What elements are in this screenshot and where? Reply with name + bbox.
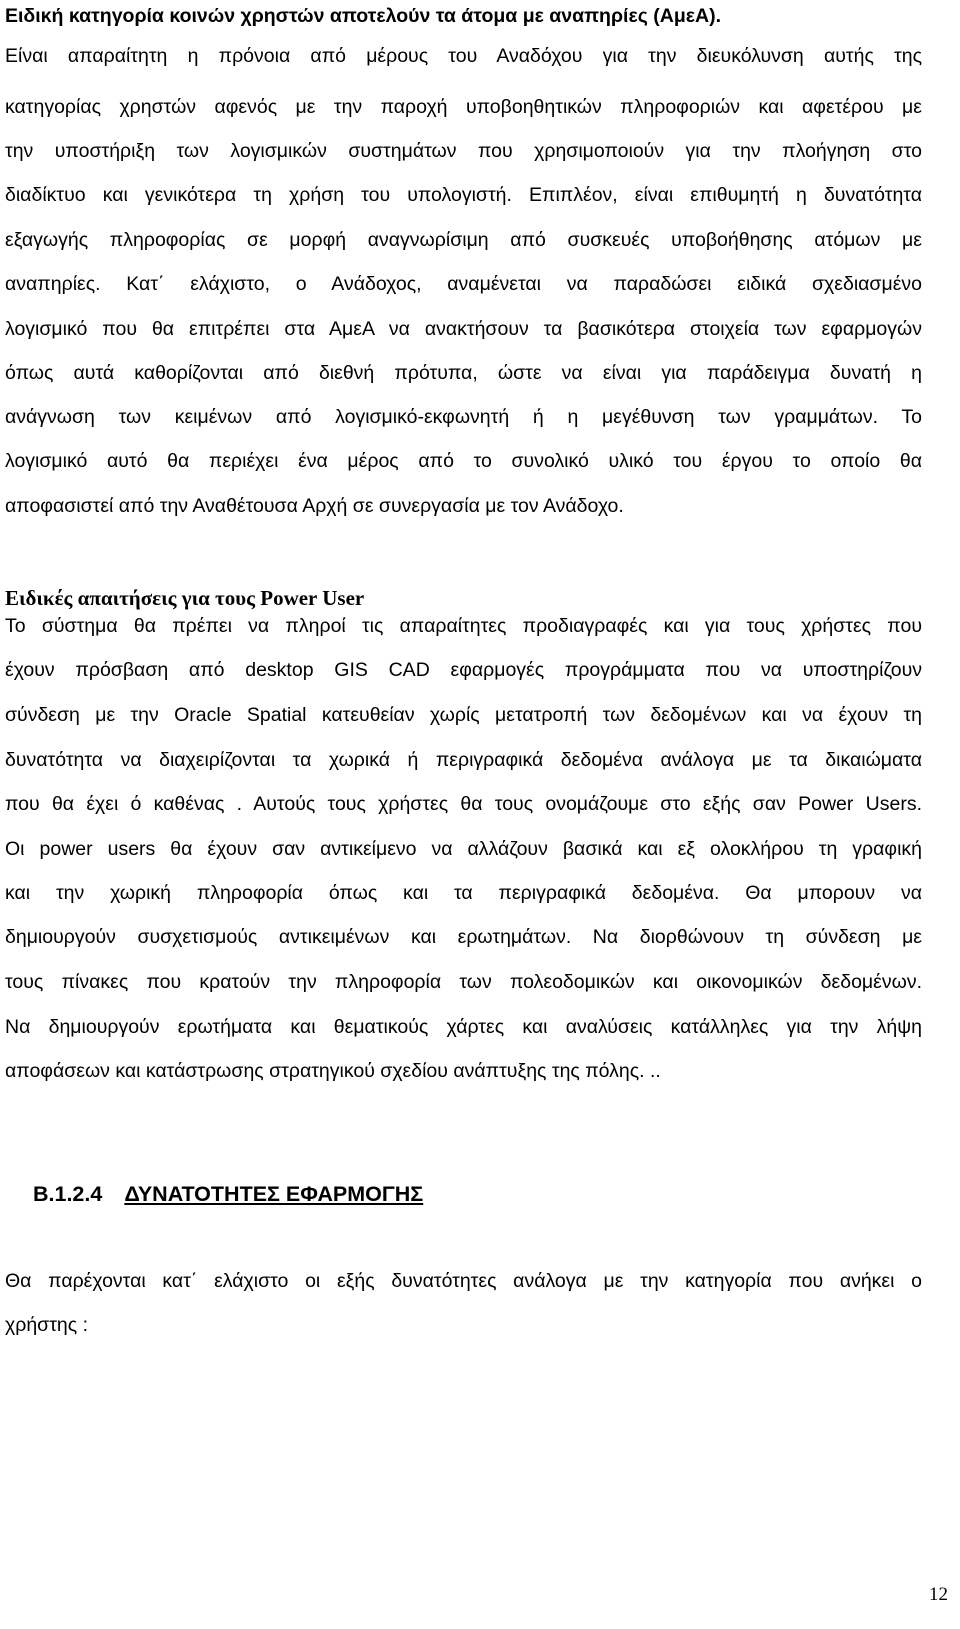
section-number: Β.1.2.4 [33,1182,103,1206]
body-line: Οι power users θα έχουν σαν αντικείμενο να αλλάζουν βασικά και εξ ολοκλήρου τη γραφική [5,838,922,860]
body-line: έχουν πρόσβαση από desktop GIS CAD εφαρμογές προγράμματα που να υποστηρίζουν [5,659,922,681]
body-line: δυνατότητα να διαχειρίζονται τα χωρικά ή περιγραφικά δεδομένα ανάλογα με τα δικαιώματα [5,749,922,771]
body-line: αποφάσεων και κατάστρωσης στρατηγικού σχεδίου ανάπτυξης της πόλης. .. [5,1060,661,1082]
body-line: όπως αυτά καθορίζονται από διεθνή πρότυπα, ώστε να είναι για παράδειγμα δυνατή η [5,362,922,384]
body-line: Το σύστημα θα πρέπει να πληροί τις απαραίτητες προδιαγραφές και για τους χρήστες που [5,615,922,637]
body-line: σύνδεση με την Oracle Spatial κατευθείαν χωρίς μετατροπή των δεδομένων και να έχουν τη [5,704,922,726]
body-line: τους πίνακες που κρατούν την πληροφορία των πολεοδομικών και οικονομικών δεδομένων. [5,971,922,993]
body-line: χρήστης : [5,1314,88,1336]
body-line: διαδίκτυο και γενικότερα τη χρήση του υπολογιστή. Επιπλέον, είναι επιθυμητή η δυνατότητα [5,184,922,206]
amea-heading: Ειδική κατηγορία κοινών χρηστών αποτελούν τα άτομα με αναπηρίες (ΑμεΑ). [5,5,722,27]
body-line: αποφασιστεί από την Αναθέτουσα Αρχή σε συνεργασία με τον Ανάδοχο. [5,495,624,517]
body-line: και την χωρική πληροφορία όπως και τα περιγραφικά δεδομένα. Θα μπορουν να [5,882,922,904]
body-line: αναπηρίες. Κατ΄ ελάχιστο, ο Ανάδοχος, αναμένεται να παραδώσει ειδικά σχεδιασμένο [5,273,922,295]
body-line: ανάγνωση των κειμένων από λογισμικό-εκφωνητή ή η μεγέθυνση των γραμμάτων. Το [5,406,922,428]
body-line: που θα έχει ό καθένας . Αυτούς τους χρήστες θα τους ονομάζουμε στο εξής σαν Power Users. [5,793,922,815]
section-heading [33,1181,423,1207]
body-line: την υποστήριξη των λογισμικών συστημάτων που χρησιμοποιούν για την πλοήγηση στο [5,140,922,162]
body-line: εξαγωγής πληροφορίας σε μορφή αναγνωρίσιμη από συσκευές υποβοήθησης ατόμων με [5,229,922,251]
section-title: ΔΥΝΑΤΟΤΗΤΕΣ ΕΦΑΡΜΟΓΗΣ [124,1182,424,1206]
body-line: Είναι απαραίτητη η πρόνοια από μέρους του Αναδόχου για την διευκόλυνση αυτής της [5,45,922,67]
body-line: Να δημιουργούν ερωτήματα και θεματικούς χάρτες και αναλύσεις κατάλληλες για την λήψη [5,1016,922,1038]
power-user-heading: Ειδικές απαιτήσεις για τους Power User [5,586,365,610]
page-number: 12 [929,1584,948,1605]
body-line: λογισμικό αυτό θα περιέχει ένα μέρος από το συνολικό υλικό του έργου το οποίο θα [5,450,922,472]
body-line: λογισμικό που θα επιτρέπει στα ΑμεΑ να ανακτήσουν τα βασικότερα στοιχεία των εφαρμογών [5,318,922,340]
body-line: Θα παρέχονται κατ΄ ελάχιστο οι εξής δυνατότητες ανάλογα με την κατηγορία που ανήκει ο [5,1270,922,1292]
body-line: δημιουργούν συσχετισμούς αντικειμένων και ερωτημάτων. Να διορθώνουν τη σύνδεση με [5,926,922,948]
body-line: κατηγορίας χρηστών αφενός με την παροχή υποβοηθητικών πληροφοριών και αφετέρου με [5,96,922,118]
